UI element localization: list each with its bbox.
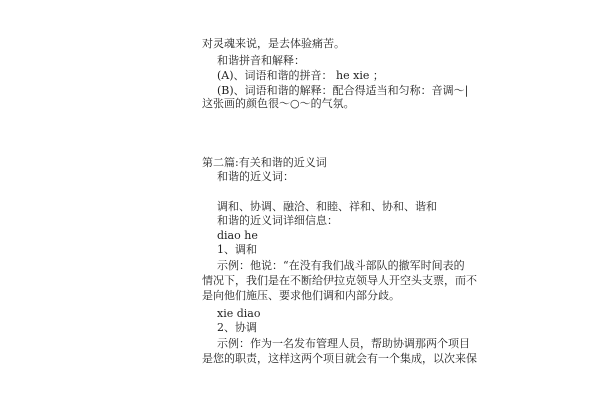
- chapter-title: 第二篇:有关和谐的近义词: [202, 156, 327, 169]
- example-2-line: 是您的职责，这样这两个项目就会有一个集成，以次来保: [202, 352, 477, 365]
- section-heading-pinyin-and-meaning: 和谐拼音和解释：: [217, 54, 305, 67]
- paragraph-line: 这张画的颜色很～○～的气氛。: [202, 97, 355, 110]
- pinyin-item-a: (A)、词语和谐的拼音： he xie ；: [217, 69, 384, 82]
- pinyin-diao-he: diao he: [217, 229, 258, 242]
- example-1-line: 情况下，我们是在不断给伊拉克领导人开空头支票，而不: [202, 274, 477, 287]
- example-1-line: 示例：他说：“在没有我们战斗部队的撤军时间表的: [217, 259, 465, 272]
- synonyms-heading: 和谐的近义词：: [217, 170, 294, 183]
- example-2-line: 示例：作为一名发布管理人员，帮助协调那两个项目: [217, 337, 470, 350]
- item-2-heading: 2、协调: [217, 321, 257, 334]
- paragraph-line: 对灵魂来说，是去体验痛苦。: [202, 37, 345, 50]
- synonyms-details-heading: 和谐的近义词详细信息：: [217, 214, 338, 227]
- item-1-heading: 1、调和: [217, 243, 257, 256]
- synonyms-list: 调和、协调、融洽、和睦、祥和、协和、谐和: [217, 200, 437, 213]
- meaning-item-b: (B)、词语和谐的解释：配合得适当和匀称：音调～|: [217, 84, 469, 97]
- pinyin-xie-diao: xie diao: [217, 307, 261, 320]
- example-1-line: 是向他们施压、要求他们调和内部分歧。: [202, 289, 400, 302]
